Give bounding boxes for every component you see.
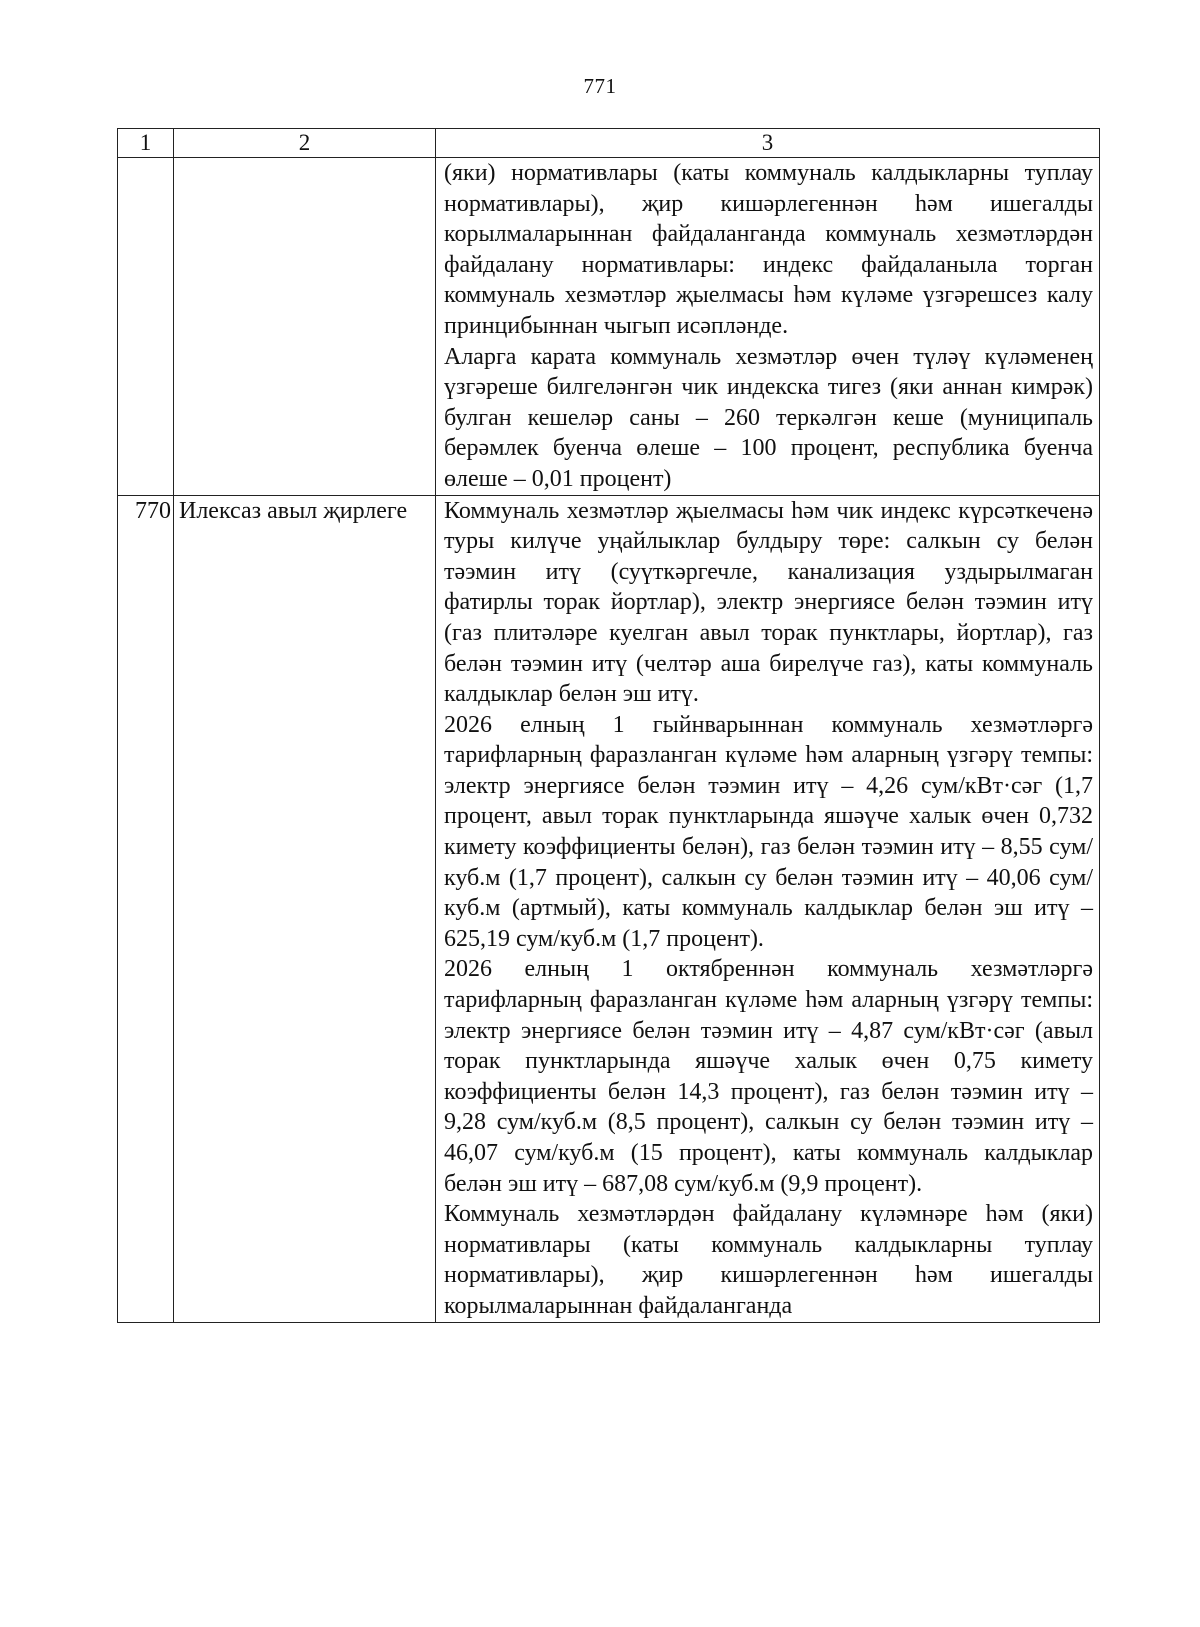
column-header-1: 1 — [118, 129, 174, 158]
paragraph: Коммуналь хезмәтләр җыелмасы һәм чик индекс күрсәткеченә туры килүче уңайлыклар булдыру төре: салкын су белән тәэмин итү (суүткәргечле, канализация уздырылмаган фатирлы торак йортлар), электр энергиясе белән тәэмин итү (газ плитәләре куелган авыл торак пунктлары, йортлар), газ белән тәэмин итү (челтәр аша бирелүче газ), каты коммуналь калдыклар белән эш итү. — [444, 497, 1093, 708]
column-header-3: 3 — [436, 129, 1100, 158]
row-number-cell — [118, 158, 174, 496]
paragraph: 2026 елның 1 октябреннән коммуналь хезмәтләргә тарифларның фаразланган күләме һәм аларның үзгәрү темпы: электр энергиясе белән тәэмин итү – 4,87 сум/кВт·сәг (авыл торак пунктларында яшәүче халык өчен 0,75 кимету коэффициенты белән 14,3 процент), газ белән тәэмин итү – 9,28 сум/куб.м (8,5 процент), салкын су белән тәэмин итү – 46,07 сум/куб.м (15 процент), каты коммуналь калдыклар белән эш итү – 687,08 сум/куб.м (9,9 процент). — [444, 956, 1093, 1197]
page-number: 771 — [583, 74, 617, 98]
paragraph: (яки) нормативлары (каты коммуналь калдыкларны туплау нормативлары), җир кишәрлегеннән һәм ишегалды корылмаларыннан файдаланганда коммуналь хезмәтләрдән файдалану нормативлары: индекс файдаланыла торган коммуналь хезмәтләр җыелмасы һәм күләме үзгәрешсез калу принцибыннан чыгып исәпләнде. — [444, 160, 1093, 339]
row-number-cell: 770 — [118, 495, 174, 1322]
table-row-continuation — [118, 158, 1100, 496]
settlement-name-cell — [174, 158, 436, 496]
data-table — [117, 128, 1100, 1323]
table-row-770 — [118, 495, 1100, 1322]
column-header-2: 2 — [174, 129, 436, 158]
description-cell — [436, 158, 1100, 496]
paragraph: Аларга карата коммуналь хезмәтләр өчен түләү күләменең үзгәреше билгеләнгән чик индекска тигез (яки аннан кимрәк) булган кешеләр саны – 260 теркәлгән кеше (муниципаль берәмлек буенча өлеше – 100 процент, республика буенча өлеше – 0,01 процент) — [444, 343, 1093, 492]
table-header-row — [118, 129, 1100, 158]
paragraph: Коммуналь хезмәтләрдән файдалану күләмнәре һәм (яки) нормативлары (каты коммуналь калдыкларны туплау нормативлары), җир кишәрлегеннән һәм ишегалды корылмаларыннан файдаланганда — [444, 1201, 1093, 1319]
paragraph: 2026 елның 1 гыйнварыннан коммуналь хезмәтләргә тарифларның фаразланган күләме һәм аларның үзгәрү темпы: электр энергиясе белән тәэмин итү – 4,26 сум/кВт·сәг (1,7 процент, авыл торак пунктларында яшәүче халык өчен 0,732 кимету коэффициенты белән), газ белән тәэмин итү – 8,55 сум/куб.м (1,7 процент), салкын су белән тәэмин итү – 40,06 сум/куб.м (артмый), каты коммуналь калдыклар белән эш итү – 625,19 сум/куб.м (1,7 процент). — [444, 711, 1093, 952]
settlement-name-cell: Илексаз авыл җирлеге — [174, 495, 436, 1322]
description-cell — [436, 495, 1100, 1322]
